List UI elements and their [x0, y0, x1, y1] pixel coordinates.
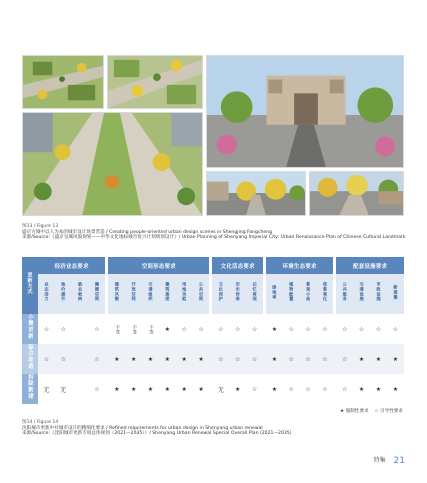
table-cell: [72, 344, 89, 374]
table-cell: ★: [193, 374, 210, 404]
row-label: 小微更新: [27, 314, 33, 340]
page-number: 21: [393, 455, 405, 466]
table-cell: ☆: [229, 344, 246, 374]
column-header: 用地功能: [176, 274, 193, 314]
table-cell: ★: [142, 344, 159, 374]
table-cell: ☆: [89, 374, 106, 404]
row-header: [22, 314, 38, 344]
table-cell: ★: [159, 374, 176, 404]
row-label: 综合改造: [27, 344, 33, 370]
column-header: 就业吸纳: [72, 274, 89, 314]
table-row: [22, 314, 404, 344]
legend-guide: ☆ 引导性要求: [374, 409, 403, 414]
row-label: 拆除新建: [27, 374, 33, 400]
table-cell: ☆: [246, 374, 263, 404]
group-header-culture: 文化活态要求: [212, 257, 263, 274]
column-header: 绿地率: [266, 274, 283, 314]
figure13-title: 盛京方城中以人为本的城市设计场景营造 / Creating people-oriented urban design scenes in Shengjing Fangcheng: [22, 229, 273, 235]
column-header: 建筑风貌: [108, 274, 125, 314]
table-cell: [72, 314, 89, 344]
row-header: [22, 374, 38, 404]
table-cell: [72, 374, 89, 404]
column-header: 开放空间: [125, 274, 142, 314]
table-cell: ★: [108, 374, 125, 404]
table-cell: 不变: [108, 314, 125, 344]
column-header: 腾挪空间: [89, 274, 106, 314]
table-cell: ★: [176, 374, 193, 404]
table-cell: ★: [387, 344, 404, 374]
table-legend: [340, 408, 403, 414]
table-row: [22, 374, 404, 404]
table-row: [22, 344, 404, 374]
table-cell: ★: [266, 374, 283, 404]
table-cell: ★: [370, 344, 387, 374]
corner-label: 更新方式: [26, 272, 33, 295]
rendering-street-view-1: [206, 171, 306, 216]
table-cell: ☆: [300, 374, 317, 404]
table-body: [22, 314, 404, 404]
column-header: 公共服务: [336, 274, 353, 314]
table-cell: ★: [142, 374, 159, 404]
figure13-source: 来源/Source:《盛京皇城风貌规划——中华文化地标城市复兴计划规划设计》/ Urban Planning of Shenyang Imperial City: Urban Renaissance Plan of Chinese Cultural Landmark: [22, 235, 406, 241]
table-cell: ☆: [212, 314, 229, 344]
column-header: 交通组织: [142, 274, 159, 314]
table-cell: ★: [353, 344, 370, 374]
figure14-label: 图14 / Figure 14: [22, 420, 59, 425]
column-header: 记忆再现: [246, 274, 263, 314]
table-cell: ☆: [246, 344, 263, 374]
figure13-label: 图13 / Figure 13: [22, 224, 59, 229]
table-cell: ☆: [55, 344, 72, 374]
column-header: 文化保护: [212, 274, 229, 314]
column-header: 新基建: [387, 274, 404, 314]
table-cell: ★: [266, 344, 283, 374]
table-cell: ☆: [300, 314, 317, 344]
table-cell: ★: [387, 374, 404, 404]
table-cell: 不变: [142, 314, 159, 344]
table-cell: ☆: [300, 344, 317, 374]
column-header: 地价提升: [55, 274, 72, 314]
figure13-caption: [22, 224, 406, 241]
column-header: 业态活力: [38, 274, 55, 314]
table-cell: ☆: [336, 344, 353, 374]
table-cell: 无: [38, 374, 55, 404]
table-cell: ★: [125, 374, 142, 404]
table-cell: ☆: [336, 314, 353, 344]
table-cell: ☆: [283, 314, 300, 344]
group-header-facilities: 配套设施要求: [336, 257, 404, 274]
table-cell: ★: [229, 374, 246, 404]
figure14-title: 沈阳城市更新中对城市设计的精细化要求 / Refined requirements for urban design in Shenyang urban renewal: [22, 425, 263, 431]
table-cell: ☆: [89, 314, 106, 344]
table-cell: ☆: [387, 314, 404, 344]
table-cell: ☆: [336, 374, 353, 404]
column-header: 市政设施: [370, 274, 387, 314]
table-cell: ☆: [212, 344, 229, 374]
column-header: 交通设施: [353, 274, 370, 314]
table-cell: 无: [55, 374, 72, 404]
table-cell: ☆: [317, 314, 334, 344]
table-cell: 不变: [125, 314, 142, 344]
table-cell: ☆: [283, 374, 300, 404]
table-cell: ☆: [176, 314, 193, 344]
table-cell: 无: [212, 374, 229, 404]
page-footer: [374, 455, 405, 466]
table-cell: ☆: [55, 314, 72, 344]
column-header: 历史传承: [229, 274, 246, 314]
rendering-boulevard-aerial: [22, 112, 203, 216]
column-header: 夜景亮化: [317, 274, 334, 314]
table-cell: ☆: [38, 314, 55, 344]
table-cell: ☆: [193, 314, 210, 344]
table-cell: ☆: [38, 344, 55, 374]
table-cell: ☆: [317, 374, 334, 404]
group-header-economy: 经济业态要求: [38, 257, 105, 274]
table-cell: ★: [266, 314, 283, 344]
table-cell: ☆: [353, 314, 370, 344]
table-cell: ☆: [283, 344, 300, 374]
table-cell: ☆: [89, 344, 106, 374]
requirements-table: [22, 257, 404, 404]
column-header: 公共空间: [193, 274, 210, 314]
legend-mandatory: ★ 强制性要求: [340, 409, 369, 414]
table-cell: ☆: [246, 314, 263, 344]
table-cell: ☆: [370, 314, 387, 344]
table-cell: ★: [159, 344, 176, 374]
rendering-street-view-2: [309, 171, 404, 216]
table-cell: ★: [108, 344, 125, 374]
table-cell: ★: [353, 374, 370, 404]
table-cell: ☆: [317, 344, 334, 374]
group-header-space: 空间形态要求: [108, 257, 209, 274]
table-cell: ★: [125, 344, 142, 374]
group-header-environment: 环境生态要求: [266, 257, 333, 274]
table-cell: ★: [159, 314, 176, 344]
column-header: 景观小品: [300, 274, 317, 314]
table-corner-header: [22, 257, 38, 314]
row-header: [22, 344, 38, 374]
figure14-source: 来源/Source:《沈阳城市更新专项总体规划（2021—2035）》/ Shenyang Urban Renewal Special Overall Plan (2021—2035): [22, 431, 292, 437]
column-header: 建筑高度: [159, 274, 176, 314]
table-cell: ★: [193, 344, 210, 374]
table-cell: ★: [370, 374, 387, 404]
column-header: 植物配置: [283, 274, 300, 314]
footer-section: 特集: [373, 457, 386, 464]
rendering-plaza-aerial: [22, 55, 104, 109]
table-cell: ☆: [229, 314, 246, 344]
figure14-caption: [22, 420, 292, 437]
rendering-historic-gate: [206, 55, 404, 168]
table-cell: ★: [176, 344, 193, 374]
rendering-street-aerial: [107, 55, 203, 109]
